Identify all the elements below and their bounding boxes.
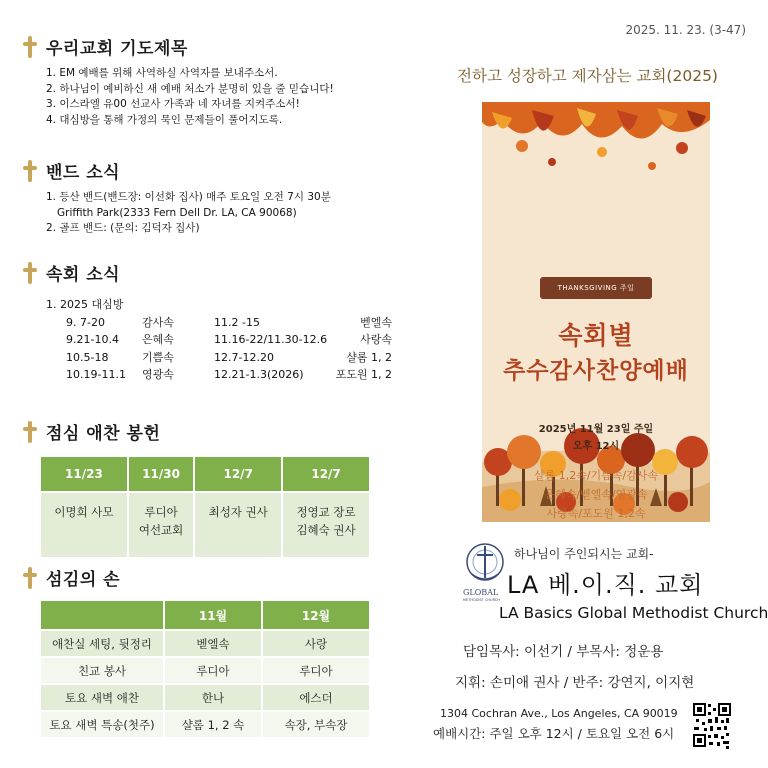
table-cell: 최성자 권사: [195, 493, 281, 557]
prayer-section-title: [22, 34, 188, 59]
serve-section-title: [22, 565, 120, 590]
band-info: [46, 190, 331, 237]
table-cell: 루디아 여선교회: [129, 493, 193, 557]
worship-time: 예배시간: 주일 오후 12시 / 토요일 오전 6시: [433, 726, 675, 741]
list-item: 10.5-18 기쁨속 12.7-12.20 샬롬 1, 2: [66, 350, 392, 364]
cross-icon: [22, 160, 38, 182]
thanksgiving-poster: [482, 102, 710, 522]
band-line-1b: Griffith Park(2333 Fern Dell Dr. LA, CA 90068): [57, 206, 297, 219]
poster-title-1: 속회별: [558, 321, 634, 350]
lunch-section-title: [22, 419, 160, 444]
poster-ribbon: THANKSGIVING 주일: [540, 277, 652, 299]
table-header: 11월: [165, 601, 261, 629]
visit-schedule: [46, 296, 392, 384]
list-item: 9.21-10.4 은혜속 11.16-22/11.30-12.6 사랑속: [66, 333, 392, 346]
church-name-english: LA Basics Global Methodist Church: [499, 604, 768, 622]
autumn-illustration: [482, 102, 710, 522]
poster-date: 2025년 11월 23일 주일: [538, 424, 654, 435]
band-section-title: [22, 158, 120, 183]
visit-title: 속회 소식: [46, 265, 121, 285]
table-header: 11/30: [129, 457, 193, 491]
church-slogan: 하나님이 주인되시는 교회-: [514, 547, 654, 561]
qr-code-icon[interactable]: [692, 700, 732, 750]
list-item: 4. 대심방을 통해 가정의 묵인 문제들이 풀어지도록.: [46, 113, 283, 126]
band-title: 밴드 소식: [46, 163, 121, 183]
cross-icon: [22, 567, 38, 589]
list-item: 9. 7-20 감사속 11.2 -15 벧엘속: [66, 315, 392, 329]
poster-time: 오후 12시: [572, 441, 620, 452]
band-line-2: 2. 골프 밴드: (문의: 김덕자 집사): [46, 222, 200, 234]
table-header: 11/23: [41, 457, 127, 491]
poster-groups: 샬롬 1,2속/기쁨속/감사속 은혜속/벧엘속/영광속 사랑속/포도원 1,2속: [533, 469, 659, 520]
list-item: 10.19-11.1 영광속 12.21-1.3(2026) 포도원 1, 2: [66, 368, 392, 381]
table-header: 12월: [263, 601, 369, 629]
table-header: 12/7: [283, 457, 369, 491]
logo-subtext: METHODIST CHURCH: [463, 598, 500, 602]
cross-icon: [22, 36, 38, 58]
cross-icon: [22, 262, 38, 284]
church-name-korean: LA 베.이.직. 교회: [507, 571, 704, 599]
prayer-title: 우리교회 기도제목: [46, 39, 188, 59]
table-row: 애찬실 세팅, 뒷정리 벧엘속 사랑: [41, 631, 369, 656]
table-cell: 이명희 사모: [41, 493, 127, 557]
table-header: 12/7: [195, 457, 281, 491]
bulletin-date: 2025. 11. 23. (3-47): [625, 23, 746, 37]
lunch-table: [39, 455, 371, 559]
table-row: 토요 새벽 애찬 한나 에스더: [41, 685, 369, 710]
list-item: 2. 하나님이 예비하신 새 예배 처소가 분명히 있을 줄 믿습니다!: [46, 82, 334, 95]
visit-heading: 1. 2025 대심방: [46, 298, 124, 311]
table-row: 토요 새벽 특송(첫주) 샬롬 1, 2 속 속장, 부속장: [41, 712, 369, 737]
music-leaders-info: 지휘: 손미애 권사 / 반주: 강연지, 이지현: [455, 675, 695, 691]
prayer-list: [46, 66, 334, 128]
list-item: 1. EM 예배를 위해 사역하실 사역자를 보내주소서.: [46, 67, 278, 79]
church-address: 1304 Cochran Ave., Los Angeles, CA 90019: [440, 707, 678, 720]
pastors-info: 담임목사: 이선기 / 부목사: 정운용: [463, 644, 664, 660]
serve-title: 섬김의 손: [46, 570, 121, 590]
band-line-1: 1. 등산 밴드(밴드장: 이선화 집사) 매주 토요일 오전 7시 30분: [46, 191, 331, 203]
serve-table: [39, 599, 371, 739]
table-header: [41, 601, 163, 629]
table-row: 친교 봉사 루디아 루디아: [41, 658, 369, 683]
poster-title-2: 추수감사찬양예배: [503, 358, 689, 384]
table-row: [41, 493, 369, 557]
church-motto: 전하고 성장하고 제자삼는 교회(2025): [457, 67, 718, 85]
logo-text: GLOBAL: [463, 588, 499, 597]
visit-section-title: [22, 260, 120, 285]
table-cell: 정영교 장로 김혜숙 권사: [283, 493, 369, 557]
list-item: 3. 이스라엘 유00 선교사 가족과 네 자녀를 지켜주소서!: [46, 98, 300, 110]
cross-icon: [22, 421, 38, 443]
lunch-title: 점심 애찬 봉헌: [46, 424, 161, 444]
